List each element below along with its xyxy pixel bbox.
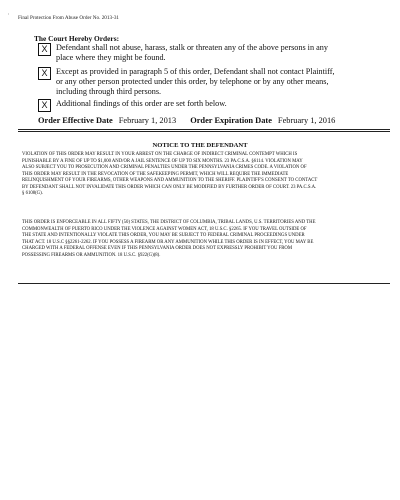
notice-paragraph-enforceable: [22, 220, 382, 259]
notice-line: THAT ACT. 18 U.S.C §§2261-2262. IF YOU POSSESS A FIREARM OR ANY AMMUNITION WHILE THIS ORDER IS IN EFFECT, YOU MAY BE: [22, 239, 314, 245]
notice-title: NOTICE TO THE DEFENDANT: [152, 142, 248, 149]
order-item-line: place where they might be found.: [56, 53, 166, 62]
order-item-text: [56, 67, 386, 97]
checkbox-checked[interactable]: X: [38, 43, 51, 56]
order-item-line: Additional findings of this order are set forth below.: [56, 99, 227, 108]
notice-line: CHARGED WITH A FEDERAL OFFENSE EVEN IF THIS PENNSYLVANIA ORDER DOES NOT EXPRESSLY PROHIBIT YOU FROM: [22, 246, 293, 251]
expiration-date-value: February 1, 2016: [277, 116, 336, 125]
notice-line: THIS ORDER IS ENFORCEABLE IN ALL FIFTY (50) STATES, THE DISTRICT OF COLUMBIA, TRIBAL LANDS, U.S. TERRITORIES AND THE: [22, 220, 316, 225]
notice-line: RELINQUISHMENT OF YOUR FIREARMS, OTHER WEAPONS AND AMMUNITION TO THE SHERIFF. PLAINTIFF'S CONSENT TO CONTACT: [22, 178, 318, 183]
order-item-line: including through third persons.: [56, 87, 162, 96]
court-orders-heading: The Court Hereby Orders:: [34, 34, 120, 43]
document-header: Final Protection From Abuse Order No. 2013-31: [18, 15, 120, 21]
order-item-text: [56, 43, 386, 63]
notice-paragraph-contempt: [22, 152, 382, 198]
order-item-line: or any other person protected under this order, by telephone or by any other means,: [56, 77, 329, 86]
checkbox-checked[interactable]: X: [38, 99, 51, 112]
notice-line: ALSO SUBJECT YOU TO PROSECUTION AND CRIMINAL PENALTIES UNDER THE PENNSYLVANIA CRIMES CODE. A VIOLATION OF: [22, 165, 307, 170]
divider-top-thin: [18, 131, 390, 132]
notice-line: VIOLATION OF THIS ORDER MAY RESULT IN YOUR ARREST ON THE CHARGE OF INDIRECT CRIMINAL CONTEMPT WHICH IS: [22, 152, 298, 157]
notice-line: § 6108(G).: [22, 191, 43, 196]
notice-line: COMMONWEALTH OF PUERTO RICO UNDER THE VIOLENCE AGAINST WOMEN ACT, 18 U.S.C. §2265. IF YOU TRAVEL OUTSIDE OF: [22, 226, 307, 232]
notice-line: PUNISHABLE BY A FINE OF UP TO $1,000 AND/OR A JAIL SENTENCE OF UP TO SIX MONTHS. 23 PA.C.S.A. §6114. VIOLATION MAY: [22, 158, 303, 164]
order-dates: [38, 116, 335, 125]
notice-line: THIS ORDER MAY RESULT IN THE REVOCATION OF THE SAFEKEEPING PERMIT, WHICH WILL REQUIRE THE IMMEDIATE: [22, 171, 289, 177]
order-item-line: Except as provided in paragraph 5 of this order, Defendant shall not contact Plaintiff,: [56, 67, 335, 76]
divider-top: [18, 129, 390, 130]
effective-date-value: February 1, 2013: [118, 116, 177, 125]
divider-bottom: [18, 283, 390, 284]
margin-tick-mark: ': [8, 14, 9, 19]
order-item-line: Defendant shall not abuse, harass, stalk or threaten any of the above persons in any: [56, 43, 328, 52]
checkbox-checked[interactable]: X: [38, 67, 51, 80]
notice-line: BY DEFENDANT SHALL NOT INVALIDATE THIS ORDER WHICH CAN ONLY BE MODIFIED BY FURTHER ORDER OF COURT. 23 PA.C.S.A.: [22, 184, 317, 190]
notice-line: POSSESSING FIREARMS OR AMMUNITION. 18 U.S.C. §922(G)(8).: [22, 252, 161, 258]
expiration-date-label: Order Expiration Date: [190, 116, 272, 125]
effective-date-label: Order Effective Date: [38, 116, 113, 125]
order-item-text: [56, 99, 386, 109]
notice-line: THE STATE AND INTENTIONALLY VIOLATE THIS ORDER, YOU MAY BE SUBJECT TO FEDERAL CRIMINAL PROCEEDINGS UNDER: [22, 233, 305, 238]
